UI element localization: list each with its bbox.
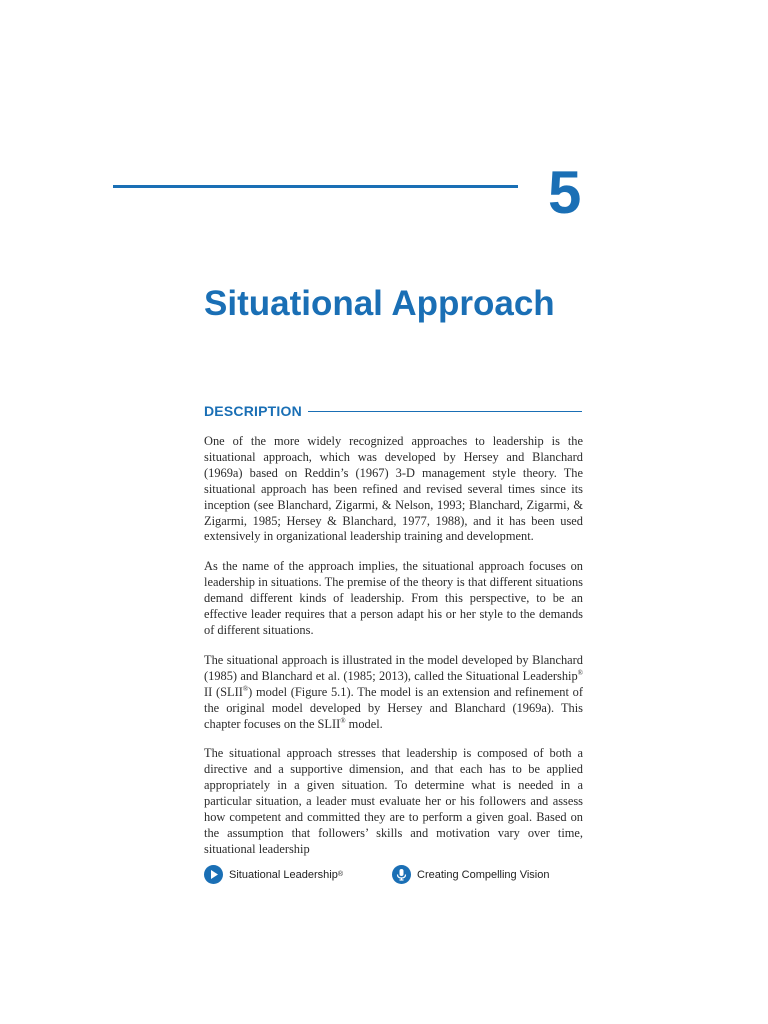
paragraph-3-part-4: model. xyxy=(345,716,383,731)
registered-mark: ® xyxy=(577,668,583,677)
paragraph-2: As the name of the approach implies, the situational approach focuses on leadership in situations. The premise of the theory is that different situations demand different kinds of leadership. From this perspective, to be an effective leader requires that a person adapt his or her style to the demands of different situations. xyxy=(204,559,583,637)
registered-mark: ® xyxy=(340,716,346,725)
situational-leadership-link[interactable]: Situational Leadership ® xyxy=(204,865,343,884)
microphone-icon xyxy=(392,865,411,884)
creating-compelling-vision-link[interactable] xyxy=(392,865,549,884)
creating-compelling-vision-label: Creating Compelling Vision xyxy=(417,868,550,881)
play-icon xyxy=(204,865,223,884)
paragraph-3-part-2: II (SLII xyxy=(204,684,243,699)
section-heading xyxy=(204,403,582,419)
chapter-title: Situational Approach xyxy=(204,284,555,323)
chapter-rule xyxy=(113,185,518,188)
body-text xyxy=(204,434,583,872)
registered-mark: ® xyxy=(242,684,249,693)
paragraph-4: The situational approach stresses that leadership is composed of both a directive and a supportive dimension, and that each has to be applied appropriately in a given situation. To determine what is needed in a particular situation, a leader must evaluate her or his followers and assess how competent and committed they are to perform a given goal. Based on the assumption that followers’ skills and motivation vary over time, situational leadership xyxy=(204,746,583,856)
situational-leadership-label: Situational Leadership xyxy=(229,868,338,881)
chapter-number: 5 xyxy=(548,159,582,226)
paragraph-3-part-3: ) model (Figure 5.1). The model is an extension and refinement of the original model developed by Hersey and Blanchard (1969a). This chapter focuses on the SLII xyxy=(204,684,583,731)
media-links xyxy=(204,865,584,887)
section-heading-rule xyxy=(308,411,582,412)
paragraph-3 xyxy=(204,653,583,733)
paragraph-3-part-1: The situational approach is illustrated in the model developed by Blanchard (1985) and Blanchard et al. (1985; 2013), called the Situational Leadership xyxy=(204,652,583,683)
section-heading-label: DESCRIPTION xyxy=(204,403,302,419)
paragraph-1: One of the more widely recognized approaches to leadership is the situational approach, which was developed by Hersey and Blanchard (1969a) based on Reddin’s (1967) 3-D management style theory. The situational approach has been refined and revised several times since its inception (see Blanchard, Zigarmi, & Nelson, 1993; Blanchard, Zigarmi, & Zigarmi, 1985; Hersey & Blanchard, 1977, 1988), and it has been used extensively in organizational leadership training and development. xyxy=(204,434,583,544)
